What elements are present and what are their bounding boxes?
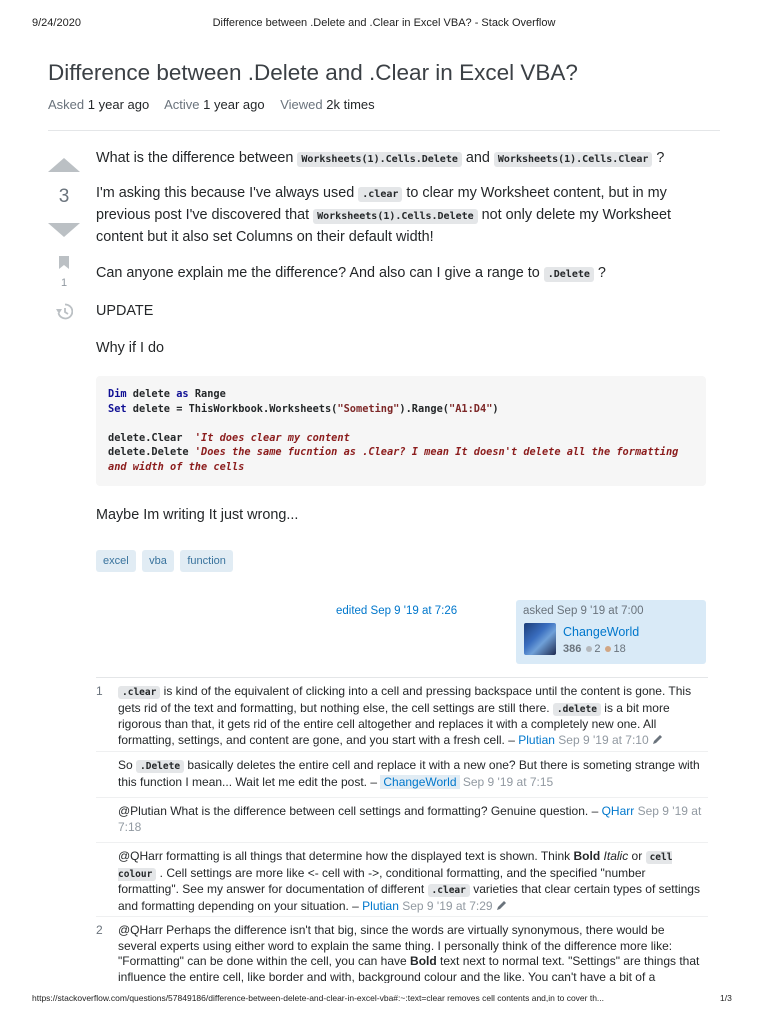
owner-stats [563,643,626,655]
inline-code: .clear [118,686,160,699]
comment-user-link[interactable]: QHarr [601,804,635,818]
inline-code: .delete [553,703,601,716]
print-page-title: Difference between .Delete and .Clear in Excel VBA? - Stack Overflow [212,17,556,29]
downvote-arrow-icon[interactable] [48,223,80,237]
comment-text [118,758,706,790]
print-url: https://stackoverflow.com/questions/57849186/difference-between-delete-and-clear-in-excel-vba#:~:text=clear removes cell contents and,in to cover th... [32,993,605,1003]
text: ? [593,265,606,281]
print-date: 9/24/2020 [32,17,81,29]
owner-name-link[interactable]: ChangeWorld [563,625,640,639]
code-text: delete [126,388,177,400]
comment [96,678,708,752]
bold-text: Bold [410,954,437,968]
comment-score: 2 [96,923,103,937]
history-icon[interactable] [56,303,73,320]
comment-text [118,804,706,835]
code-keyword: as [176,388,189,400]
asked-label: Asked [48,97,85,112]
inline-code: Worksheets(1).Cells.Delete [313,209,478,224]
bold-text: Bold [573,849,601,863]
comment-text [118,849,706,914]
active-value[interactable]: 1 year ago [203,97,265,112]
comment-user-link[interactable]: Plutian [362,898,399,913]
comment-list [96,677,708,983]
code-text: Range [188,388,226,400]
code-text: ) [492,402,499,415]
bronze-count: 18 [613,643,626,655]
code-comment: 'Does the same fucntion as .Clear? I mean It doesn't delete all the formatting [194,446,679,458]
code-block [96,376,706,486]
body-paragraph-why: Why if I do [96,340,164,356]
code-keyword: Dim [108,388,127,400]
active-label: Active [164,97,200,112]
text: basically deletes the entire cell and replace it with a new one? But there is someting strange with this function I mean... Wait let me edit the post. – [118,758,700,789]
code-text: ).Range( [399,402,449,415]
inline-code: .Delete [136,760,184,773]
body-paragraph-last: Maybe Im writing It just wrong... [96,507,299,523]
text: to clear my Worksheet content, but in my previous post I've discovered that [96,185,667,223]
question-meta [48,97,387,112]
tag-excel[interactable]: excel [96,550,136,572]
silver-count: 2 [594,643,601,655]
tag-vba[interactable]: vba [142,550,174,572]
text: is kind of the equivalent of clicking into a cell and pressing backspace until the content is gone. This gets rid of the text and formatting, but nothing else, the cell settings are still there. [118,684,692,715]
comment [96,798,708,843]
comment-date[interactable]: Sep 9 '19 at 7:18 [118,804,702,834]
comment [96,917,708,983]
comment-user-link[interactable]: Plutian [518,732,555,747]
text: What is the difference between [96,150,298,166]
italic-text: Italic [603,849,629,863]
pencil-icon[interactable] [652,734,663,745]
comment-date[interactable]: Sep 9 '19 at 7:10 [558,732,649,747]
avatar[interactable] [524,623,556,655]
code-comment: 'It does clear my content [194,431,350,444]
reputation: 386 [563,643,582,655]
comment-score: 1 [96,684,103,698]
tag-list [96,550,235,572]
body-paragraph-2 [96,183,708,248]
code-keyword: Set [108,402,127,415]
text: text next to normal text. "Settings" are things that influence the entire cell, like border and with, background colour and the like. You can't have a bit of a [118,954,700,983]
text: So [118,758,137,772]
text: or [628,849,646,863]
pencil-icon[interactable] [496,900,507,911]
edited-link[interactable]: edited Sep 9 '19 at 7:26 [336,605,458,617]
text: @QHarr formatting is all things that determine how the displayed text is shown. Think [118,849,574,863]
inline-code: .clear [358,187,402,202]
text: ? [652,150,665,166]
header-divider [48,130,720,131]
asked-timestamp: asked Sep 9 '19 at 7:00 [523,605,644,617]
comment [96,752,708,798]
code-text: delete = ThisWorkbook.Worksheets( [126,402,338,415]
owner-card [516,600,706,664]
asked-value: 1 year ago [87,97,150,112]
code-comment: and width of the cells [108,460,245,473]
text: @QHarr Perhaps the difference isn't that big, since the words are virtually synonymous, there would be several experts using either word to explain the same thing. I personally think of the difference more like: "Formatting" can be done within the cell, you can have [118,923,673,968]
inline-code: cell colour [118,852,673,880]
text: I'm asking this because I've always used [96,185,359,201]
comment-date[interactable]: Sep 9 '19 at 7:29 [402,898,493,913]
body-paragraph-1 [96,148,708,170]
comment-user-link[interactable]: ChangeWorld [380,775,459,789]
comment [96,843,708,917]
comment-text [118,684,706,748]
text: @Plutian What is the difference between cell settings and formatting? Genuine question. – [118,804,602,818]
question-title[interactable]: Difference between .Delete and .Clear in Excel VBA? [48,60,578,85]
comment-date[interactable]: Sep 9 '19 at 7:15 [462,774,554,789]
code-text: delete.Clear [108,431,195,444]
tag-function[interactable]: function [180,550,233,572]
bookmark-icon[interactable] [59,256,69,269]
code-text: delete.Delete [108,446,195,458]
print-page-number: 1/3 [720,993,732,1003]
inline-code: Worksheets(1).Cells.Clear [494,152,653,167]
body-paragraph-update: UPDATE [96,303,154,319]
text: not only delete my Worksheet content but it also set Columns on their default width! [96,207,671,245]
body-paragraph-3 [96,263,708,285]
viewed-label: Viewed [280,97,323,112]
code-string: "A1:D4" [449,402,493,415]
code-string: "Someting" [337,402,400,415]
text: Can anyone explain me the difference? And also can I give a range to [96,265,544,281]
bookmark-count: 1 [60,277,68,289]
comment-text [118,923,706,983]
print-header [0,17,768,33]
inline-code: .Delete [544,267,594,282]
upvote-arrow-icon[interactable] [48,158,80,172]
viewed-value: 2k times [326,97,375,112]
text: and [461,150,494,166]
text: varieties that clear certain types of settings and formatting depending on your situation. – [118,882,700,913]
silver-badge-icon [586,646,592,652]
inline-code: Worksheets(1).Cells.Delete [297,152,462,167]
text: . Cell settings are more like <- cell with ->, conditional formatting, and the specified "number formatting". See my answer for documentation of different [118,865,646,896]
vote-count: 3 [58,186,70,207]
bronze-badge-icon [605,646,611,652]
text: is a bit more rigorous than that, it gets rid of the entire cell altogether and replaces it with a completely new one. All formatting, settings, and content are gone, and you start with a fresh cell. – [118,700,670,747]
inline-code: .clear [428,884,470,897]
